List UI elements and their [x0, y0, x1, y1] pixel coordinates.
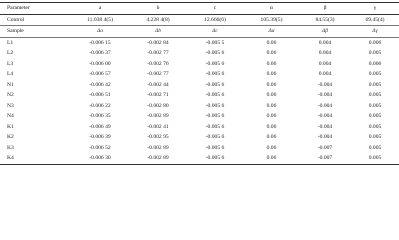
table-cell: 0.004	[318, 71, 332, 77]
row-label: N2	[7, 92, 14, 98]
row-label: L3	[7, 60, 14, 67]
table-cell: 0.005	[368, 113, 382, 119]
table-row	[0, 80, 399, 91]
table-cell: 69.45(4)	[351, 14, 399, 26]
table-cell: -0.004	[317, 113, 333, 119]
header-b: b	[130, 3, 186, 15]
table-cell: Δa	[70, 26, 130, 38]
table-cell: 0.06	[266, 123, 277, 130]
table-cell: 0.005	[351, 153, 399, 164]
row-label: Control	[0, 14, 70, 26]
table-cell: -0.006 35	[89, 113, 111, 119]
header-c: c	[186, 3, 244, 15]
table-cell: -0.002 89	[130, 153, 186, 164]
table-cell: 0.06	[266, 39, 277, 46]
table-cell: -0.006 39	[89, 134, 111, 140]
table-cell: 0.004	[318, 60, 332, 67]
table-row	[0, 101, 399, 112]
table-cell: -0.002 76	[147, 60, 169, 67]
table-cell: Δα	[244, 26, 299, 38]
row-label: N3	[7, 102, 14, 109]
table-cell: 0.06	[266, 113, 277, 119]
table-row	[0, 111, 399, 122]
table-cell: -0.005 6	[205, 60, 225, 67]
table-cell: -0.006 00	[89, 60, 111, 67]
table-cell: 0.005	[368, 144, 382, 151]
row-label: L1	[7, 39, 14, 46]
row-label: L2	[7, 50, 14, 56]
table-cell: 0.006	[368, 39, 382, 46]
table-cell: -0.006 51	[89, 92, 111, 98]
table-cell: -0.005 6	[205, 134, 225, 140]
table-cell: -0.006 52	[89, 144, 111, 151]
table-cell: 12.666(6)	[186, 14, 244, 26]
table-cell: Δβ	[299, 26, 351, 38]
table-row	[0, 48, 399, 59]
table-cell: -0.002 89	[147, 113, 169, 119]
table-cell: 84.55(3)	[299, 14, 351, 26]
table-cell: Δγ	[351, 26, 399, 38]
table-cell: -0.005 6	[205, 81, 225, 88]
table-cell: 0.06	[266, 60, 277, 67]
table-cell: -0.002 95	[147, 134, 169, 140]
table-cell: -0.005 6	[205, 123, 225, 130]
lattice-parameter-table	[0, 2, 399, 165]
table-cell: -0.006 49	[89, 123, 111, 130]
sample-row	[0, 26, 399, 38]
row-label: K4	[0, 153, 70, 164]
table-cell: -0.005 5	[205, 39, 225, 46]
table-cell: 0.006	[368, 60, 382, 67]
table-cell: 0.004	[318, 50, 332, 56]
header-a: a	[70, 3, 130, 15]
table-cell: 0.005	[368, 81, 382, 88]
table-row	[0, 37, 399, 48]
table-cell: 0.06	[266, 92, 277, 98]
table-cell: -0.002 84	[147, 39, 169, 46]
row-label: K2	[7, 134, 14, 140]
row-label: L4	[7, 71, 14, 77]
control-row	[0, 14, 399, 26]
table-cell: -0.006 57	[89, 71, 111, 77]
table-cell: 0.005	[368, 134, 382, 140]
table-cell: -0.005 6	[205, 102, 225, 109]
table-cell: -0.004	[317, 134, 333, 140]
table-cell: 0.06	[266, 71, 277, 77]
table-cell: 105.39(5)	[244, 14, 299, 26]
table-cell: -0.002 89	[147, 144, 169, 151]
table-cell: -0.006 42	[89, 81, 111, 88]
table-cell: 0.005	[368, 102, 382, 109]
table-cell: 4.228 4(8)	[130, 14, 186, 26]
table-row	[0, 122, 399, 133]
table-row	[0, 153, 399, 164]
row-label: N1	[7, 81, 14, 88]
table-cell: 0.06	[244, 153, 299, 164]
table-cell: 11.038 4(5)	[70, 14, 130, 26]
table-cell: 0.06	[266, 50, 277, 56]
table-cell: -0.005 6	[186, 153, 244, 164]
table-cell: -0.002 44	[147, 81, 169, 88]
table-cell: 0.06	[266, 134, 277, 140]
table-header-row	[0, 3, 399, 15]
table-cell: -0.002 41	[147, 123, 169, 130]
table-row	[0, 132, 399, 143]
table-cell: -0.005 6	[205, 113, 225, 119]
header-parameter: Parameter	[0, 3, 70, 15]
row-label: K1	[7, 123, 14, 130]
table-cell: 0.005	[368, 123, 382, 130]
table-cell: 0.06	[266, 102, 277, 109]
table-cell: -0.006 37	[89, 50, 111, 56]
table-cell: -0.005 6	[205, 71, 225, 77]
table-row	[0, 143, 399, 154]
table-cell: -0.007	[299, 153, 351, 164]
data-rows	[0, 37, 399, 164]
table-cell: 0.005	[368, 92, 382, 98]
table-cell: -0.004	[317, 123, 333, 130]
header-beta: β	[299, 3, 351, 15]
table-cell: 0.004	[318, 39, 332, 46]
table-row	[0, 59, 399, 70]
table-cell: -0.002 77	[147, 71, 169, 77]
table-cell: Δc	[186, 26, 244, 38]
row-label: N4	[7, 113, 14, 119]
header-alpha: α	[244, 3, 299, 15]
table-cell: -0.006 15	[89, 39, 111, 46]
table-cell: -0.002 71	[147, 92, 169, 98]
table-cell: -0.005 6	[205, 92, 225, 98]
table-cell: -0.005 6	[205, 144, 225, 151]
row-label: Sample	[0, 26, 70, 38]
table-cell: Δb	[130, 26, 186, 38]
table-cell: -0.006 30	[70, 153, 130, 164]
row-label: K3	[7, 144, 14, 151]
table-cell: -0.004	[317, 102, 333, 109]
table-cell: 0.005	[368, 71, 382, 77]
table-cell: -0.005 6	[205, 50, 225, 56]
table-cell: -0.002 80	[147, 102, 169, 109]
table-cell: -0.006 22	[89, 102, 111, 109]
table-cell: -0.004	[317, 92, 333, 98]
table-cell: 0.005	[368, 50, 382, 56]
header-gamma: γ	[351, 3, 399, 15]
table-cell: -0.002 77	[147, 50, 169, 56]
table-row	[0, 69, 399, 80]
table-row	[0, 90, 399, 101]
table-cell: 0.06	[266, 144, 277, 151]
table-cell: 0.06	[266, 81, 277, 88]
table-cell: -0.004	[317, 81, 333, 88]
table-cell: -0.007	[317, 144, 333, 151]
